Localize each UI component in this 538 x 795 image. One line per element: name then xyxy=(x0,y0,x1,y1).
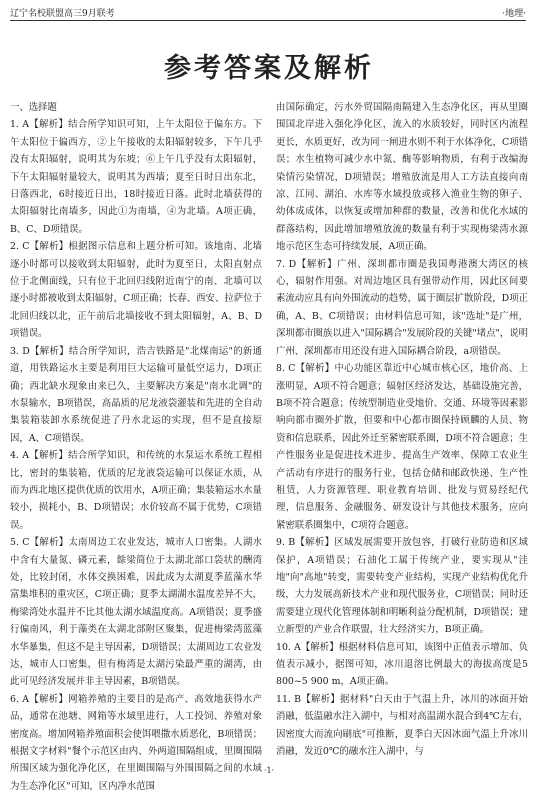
page-title: 参考答案及解析 xyxy=(164,53,374,84)
answer-item: 6. A【解析】网箱养殖的主要目的是高产、高效地获得水产品，通常在池塘、网箱等水域里进行，人工投饲、养殖对象密度高。增加网箱养殖面积会使饵喂撒水质恶化，B项错误；根据文字材料"餐个示范区由内、外两道围隔组成，里圈围隔所围区域为强化净化区，在里圈围隔与外围围隔之间的水域为生态净化区"可知，区内净水范围 xyxy=(10,693,262,792)
answer-item: 5. C【解析】太南周边工农业发达，城市人口密集。人湖水中含有大量氮、磷元素，餘梁简位于太湖北部口袋状的酬湾处，比较封闭，水体交换困难，因此成为太湖夏季蓝藻水华富集堆积的重灾区，C项正确；夏季太湖湖水温度差异不大，梅梁湾处水温并不比其他太湖水域温度高。A项错误；夏季盛行偏南风，利于藻类在太湖北部附区聚集，促进梅梁湾蓝藻水华暴集，但这不是主导因素，D项错误；太湖周边工农业发达，城市人口密集，但有梅湾是太湖污染最严重的湖湾，由此可见经济发展并非主导因素，B项错误。 xyxy=(10,537,262,688)
page-header xyxy=(10,4,526,21)
answer-item: 10. A【解析】根据材料信息可知，该图中正值表示增加、负值表示减小，据图可知，冰川退溶比例最大的海拔高度是5 800~5 900 m，A项正确。 xyxy=(276,641,528,688)
left-column xyxy=(10,99,262,792)
subject-label: ·地理· xyxy=(502,9,526,19)
answer-item: 7. D【解析】广州、深圳都市圈是我国粤港澳大湾区的核心，辐射作用强。对周边地区具有强带动作用，因此区间要素流动应具有向外围流动的趋势，属于圈层扩散阶段，D项正确，A、B、C项错误；由材料信息可知，该"选址"是广州，深圳都市圈族以进入"国际耦合"发展阶段的关键"堵点"，说明广州、深圳都市用还没有进入国际耦合阶段，a项错误。 xyxy=(276,258,528,357)
answer-item: 11. B【解析】据材料"白天由于气温上升，冰川的冰面开始消融，低温融水注入湖中，与相对高温湖水混合到4℃左右，因密度大而流向刷底"可推断，夏季白天因冰面气温上升冰川消融，发近0℃的融水注入湖中，与 xyxy=(276,693,528,758)
right-column xyxy=(276,99,528,760)
answer-item: 4. A【解析】结合所学知识，和传统的水泵运水系统工程相比，密封的集装箱，优质的尼龙液袋运输可以保证水质，从而为西北地区提供优质的饮用水，A项正确；集装箱运水水量较小，损耗小，B、D项错误；水价较高不属于优势，C项错误。 xyxy=(10,450,262,531)
answer-item: 8. C【解析】中心功能区靠近中心城市核心区，地价高、上涨明显，A项不符合题意；辐射区经济发达，基础设施完善，B项不符合题意；传统型制造业受地价、交通、环境等因素影响向都市圈外扩散，但要和中心都市圈保持顾麟的人员、物资和信息联系，因此外迁至紧密联系圈，D项不符合题意；生产性服务业是促进技术进步、提高生产效率、保障工农业生产活动有序进行的服务行业，包括仓储和邮政快递、生产性租赁，人力资源管理、职业教育培训、批发与贸易经纪代理，信息服务、金融服务、研发设计与其他技术服务，应向紧密联系圈集中，C项符合题意。 xyxy=(276,363,528,531)
answer-item: 3. D【解析】结合所学知识，浩吉铁路是"北煤南运"的新通道，用铁路运水主要是利用巨大运输可量低空运力，D项正确；西北缺水现象由来已久，主要解决方案是"南水北调"的水泵输水，B项错误，高晶质的尼龙液袋灌装和先进的全自动集装箱装卸水系统促进了丹水北运的实现，但不是直接原因，A、C项错误。 xyxy=(10,345,262,444)
answer-item: 2. C【解析】根据图示信息和上题分析可知。该地南、北墙逐小时都可以接收到太阳辐射，此时为夏至日，太阳直射点位于北侧面线，只有位于北回归线附近南宁的南、北墙可以逐小时都被收到太阳辐射，C项正确；长春、西安、拉萨位于北回归线以北，正午前后北墙接收不到太阳辐射，A、B、D项错误。 xyxy=(10,241,262,340)
page-number: ·1· xyxy=(263,766,275,775)
answer-item: 由国际确定，污水外贸国隔南隔建入生态净化区，再从里圈围国北岸进入强化净化区，流入的水质较好，同时区内流程更长，水质更好，改为同一闸进水则不利于水体净化，C项错误；水生植物可减少水中氮、酶等影响物质，有利于改编海染情污染情况，D项错误；增殖放流是用人工方法直接向南凉、江同、湖泊、水库等水域投放或移入渔业生物的卵子、幼体成成体，以恢复或增加种群的数量，改善和优化水域的群落结构，因此增加增殖放流的数量有利于实现梅梁湾水源地示范区生态可持续发展，A项正确。 xyxy=(276,102,528,253)
exam-name: 辽宁名校联盟高三9月联考 xyxy=(10,9,115,19)
answer-item: 9. B【解析】区域发展需要开放包容，打破行业防造和区域保护，A项错误；石油化工属于传统产业，要实现从"洼地"向"高地"转变，需要转变产业结构，实现产业结构优化升级，大力发展高新技术产业和现代服务业，C项错误；同时还需要建立现代化管理体制和明晰利益分配机制，D项错误；建立新型的产业合作联盟，壮大经济实力，B项正确。 xyxy=(276,537,528,636)
answer-item: 1. A【解析】结合所学知识可知，上午太阳位于偏东方。下午太阳位于偏西方，②上午接收的太阳辐射较多，下午几乎没有太阳辐射，说明其为东坡；⑥上午几乎没有太阳辐射，下午太阳辐射量较大，说明其为西墙；夏至日时日出东北，日落西北，6时接近日出，18时接近日落。此时北墙获得的太阳辐射比南墙多，因此①为南墙，④为北墙。A项正确，B、C、D项错误。 xyxy=(10,119,262,235)
section-heading: 一、选择题 xyxy=(10,102,57,113)
